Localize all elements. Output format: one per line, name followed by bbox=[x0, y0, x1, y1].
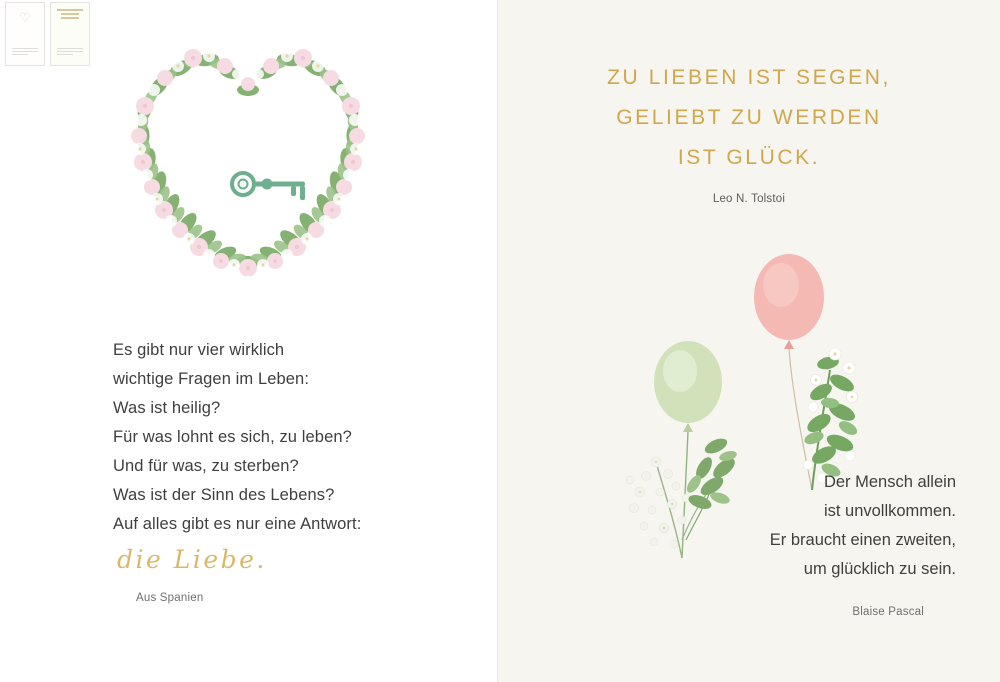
left-quote-source: Aus Spanien bbox=[136, 592, 204, 604]
left-quote-text bbox=[113, 336, 443, 574]
headline-line: ZU LIEBEN IST SEGEN, bbox=[607, 66, 891, 89]
headline-source: Leo N. Tolstoi bbox=[712, 193, 786, 205]
quote-line: Auf alles gibt es nur eine Antwort: bbox=[113, 515, 362, 533]
quote-script-highlight: die Liebe. bbox=[117, 545, 267, 574]
quote-line: Und für was, zu sterben? bbox=[113, 457, 299, 475]
thumbnail-heading-lines bbox=[57, 9, 83, 21]
page-gutter-divider bbox=[497, 0, 498, 682]
quote-line: wichtige Fragen im Leben: bbox=[113, 370, 310, 388]
page-thumbnail-1[interactable] bbox=[5, 2, 45, 66]
heart-floral-wreath-illustration bbox=[121, 40, 375, 276]
thumbnail-text-lines bbox=[12, 48, 38, 57]
key-icon bbox=[232, 173, 305, 200]
headline-line: GELIEBT ZU WERDEN bbox=[616, 106, 882, 129]
quote-line: um glücklich zu sein. bbox=[803, 560, 956, 578]
quote-line: Es gibt nur vier wirklich bbox=[113, 341, 285, 359]
quote-line: Was ist heilig? bbox=[113, 399, 221, 417]
thumbnail-text-lines bbox=[57, 48, 83, 57]
quote-line: ist unvollkommen. bbox=[823, 502, 956, 520]
right-page bbox=[497, 0, 1000, 682]
headline-line: IST GLÜCK. bbox=[677, 146, 821, 169]
heart-icon: ♡ bbox=[19, 10, 31, 25]
quote-line: Er braucht einen zweiten, bbox=[769, 531, 956, 549]
left-page bbox=[0, 0, 497, 682]
quote-line: Was ist der Sinn des Lebens? bbox=[113, 486, 335, 504]
right-headline bbox=[498, 58, 1000, 178]
page-thumbnail-strip bbox=[0, 0, 90, 66]
right-quote-source: Blaise Pascal bbox=[852, 606, 924, 618]
right-quote-text bbox=[770, 468, 956, 584]
page-thumbnail-2[interactable] bbox=[50, 2, 90, 66]
quote-line: Für was lohnt es sich, zu leben? bbox=[113, 428, 352, 446]
quote-line: Der Mensch allein bbox=[823, 473, 956, 491]
